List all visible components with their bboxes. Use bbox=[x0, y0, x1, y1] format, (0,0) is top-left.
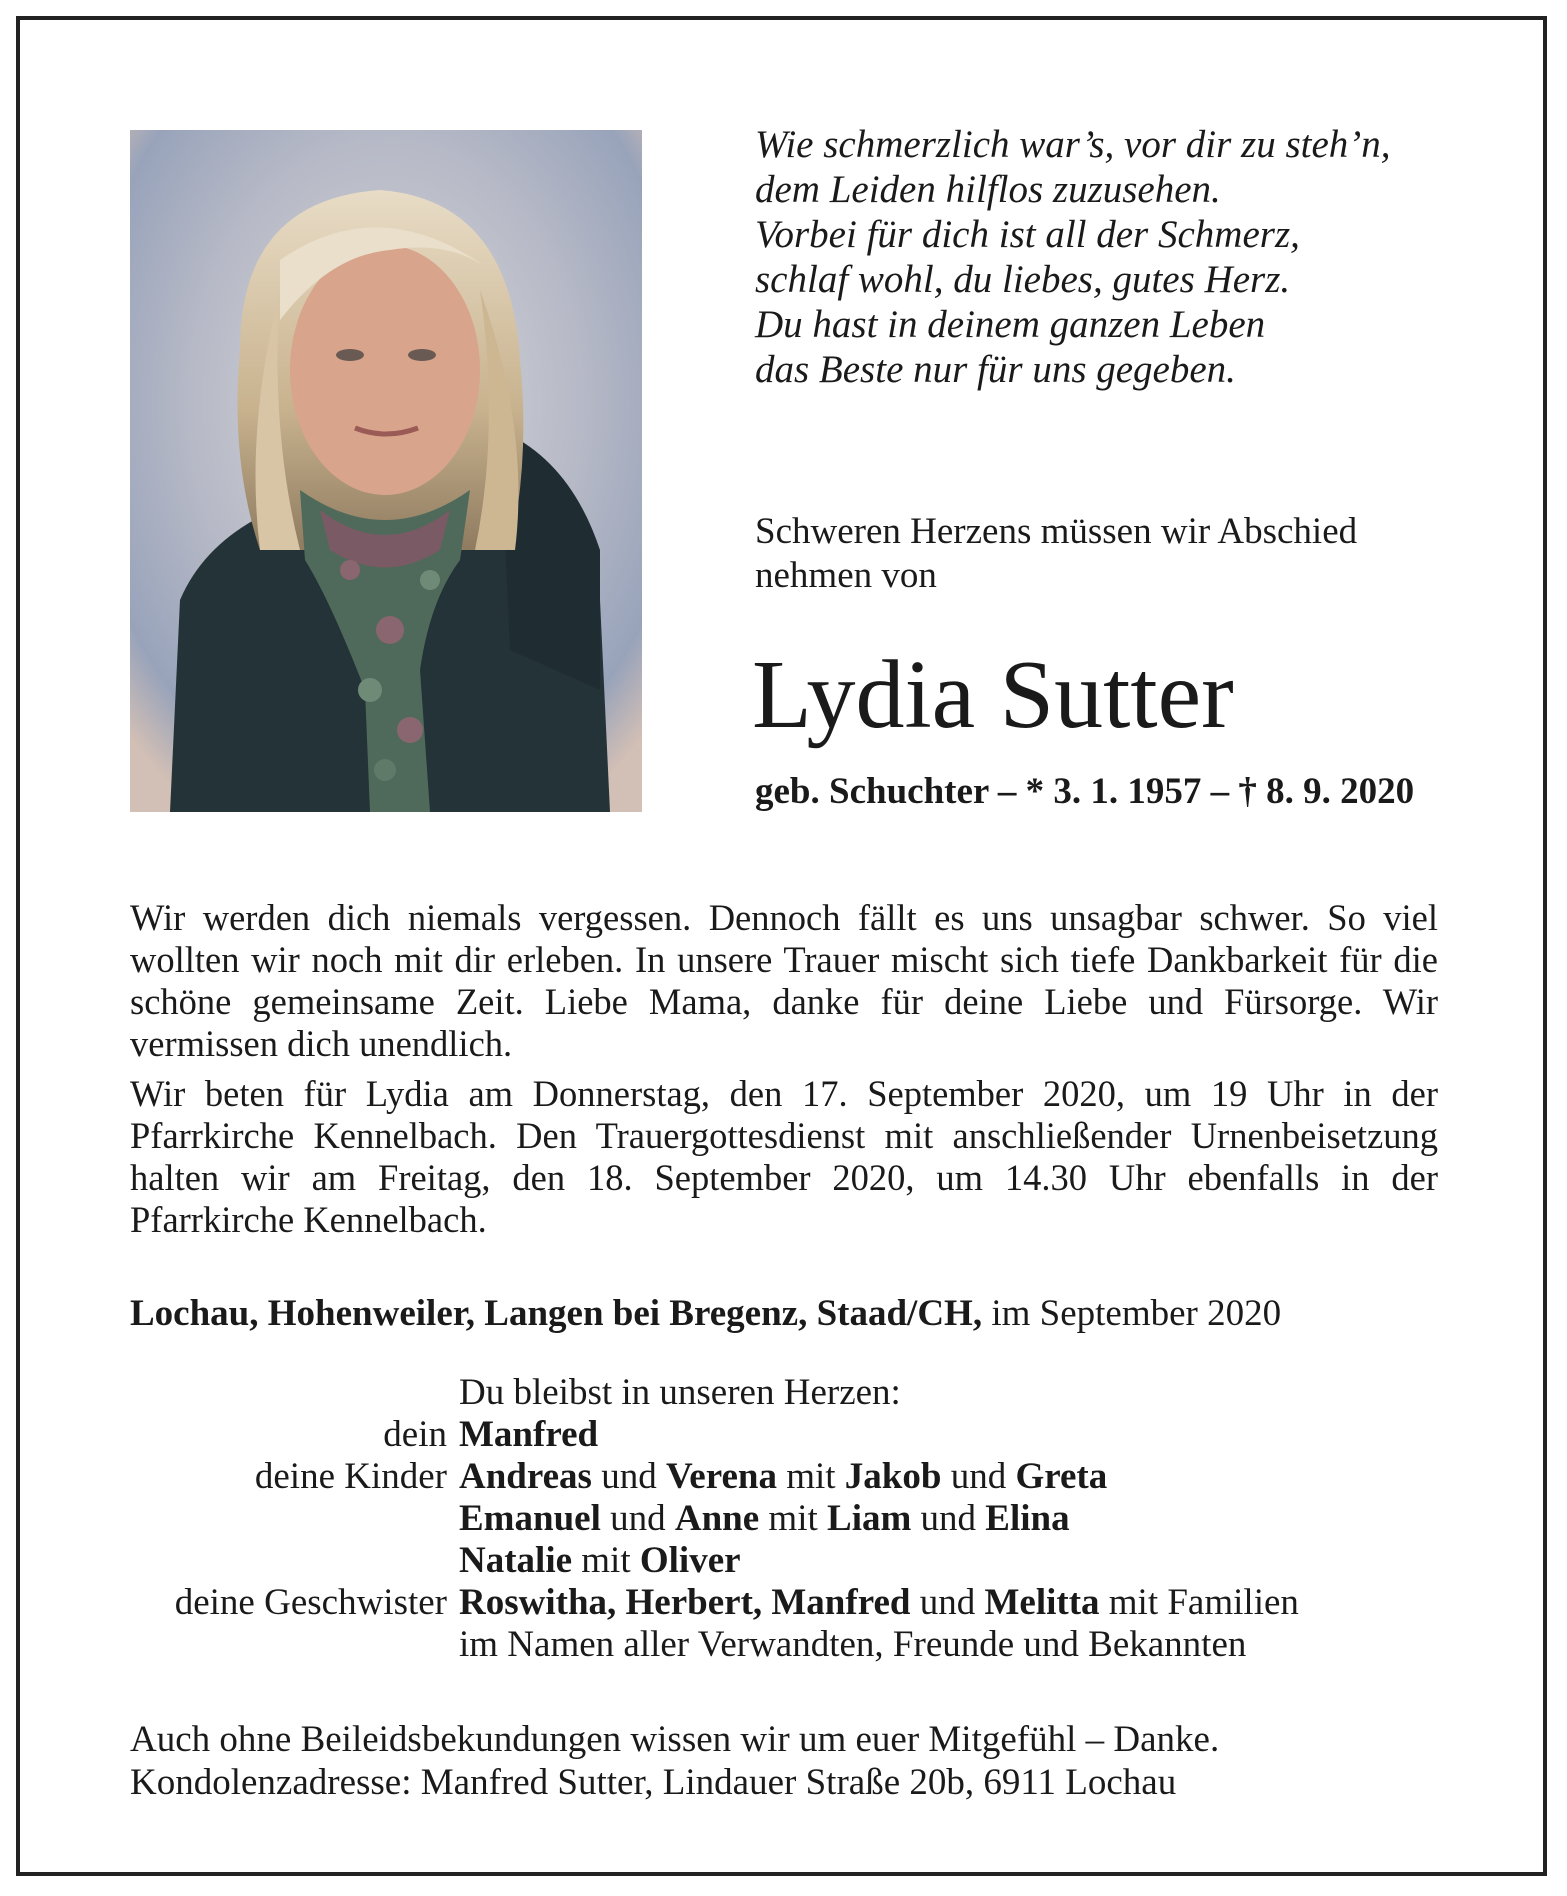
family-connector: und bbox=[600, 1498, 675, 1539]
family-member-name: Jakob bbox=[844, 1456, 942, 1497]
family-list bbox=[130, 1372, 1438, 1666]
intro-text bbox=[755, 510, 1475, 598]
intro-line: nehmen von bbox=[755, 555, 937, 596]
condolence-address: Kondolenzadresse: Manfred Sutter, Lindauer Straße 20b, 6911 Lochau bbox=[130, 1762, 1177, 1803]
family-relation bbox=[130, 1540, 459, 1582]
closing-text bbox=[130, 1718, 1438, 1804]
places-line bbox=[130, 1292, 1438, 1336]
family-members bbox=[459, 1582, 1438, 1624]
family-connector: mit bbox=[776, 1456, 845, 1497]
family-connector: und bbox=[591, 1456, 666, 1497]
family-member-name: Emanuel bbox=[459, 1498, 601, 1539]
family-rows bbox=[130, 1414, 1438, 1666]
family-member-name: Elina bbox=[985, 1498, 1070, 1539]
family-connector: und bbox=[941, 1456, 1016, 1497]
family-relation: deine Geschwister bbox=[174, 1582, 447, 1623]
deceased-details: geb. Schuchter – * 3. 1. 1957 – † 8. 9. 2020 bbox=[755, 771, 1415, 812]
family-connector: im Namen aller Verwandten, Freunde und Bekannten bbox=[459, 1624, 1247, 1665]
family-member-name: Greta bbox=[1015, 1456, 1108, 1497]
deceased-name: Lydia Sutter bbox=[752, 641, 1234, 749]
family-members bbox=[459, 1456, 1438, 1498]
places-names: Lochau, Hohenweiler, Langen bei Bregenz, Staad/CH, bbox=[130, 1293, 983, 1334]
family-row bbox=[130, 1414, 1438, 1456]
family-connector: mit Familien bbox=[1099, 1582, 1299, 1623]
family-relation: deine Kinder bbox=[254, 1456, 447, 1497]
family-members bbox=[459, 1498, 1438, 1540]
portrait-photo bbox=[130, 130, 642, 812]
family-row bbox=[130, 1582, 1438, 1624]
family-member-name: Liam bbox=[827, 1498, 912, 1539]
family-member-name: Andreas bbox=[459, 1456, 592, 1497]
poem-line: Wie schmerzlich war’s, vor dir zu steh’n, bbox=[755, 123, 1391, 166]
family-member-name: Manfred bbox=[459, 1414, 599, 1455]
family-connector: mit bbox=[759, 1498, 828, 1539]
poem-line: das Beste nur für uns gegeben. bbox=[755, 348, 1236, 391]
family-member-name: Verena bbox=[665, 1456, 777, 1497]
family-row bbox=[130, 1624, 1438, 1666]
family-members bbox=[459, 1540, 1438, 1582]
family-row bbox=[130, 1456, 1438, 1498]
poem bbox=[755, 122, 1475, 392]
family-members bbox=[459, 1414, 1438, 1456]
poem-line: schlaf wohl, du liebes, gutes Herz. bbox=[755, 258, 1291, 301]
intro-line: Schweren Herzens müssen wir Abschied bbox=[755, 511, 1358, 552]
poem-line: Vorbei für dich ist all der Schmerz, bbox=[755, 213, 1300, 256]
family-relation bbox=[130, 1624, 459, 1666]
family-row bbox=[130, 1498, 1438, 1540]
family-member-name: Melitta bbox=[984, 1582, 1100, 1623]
family-member-name: Oliver bbox=[639, 1540, 741, 1581]
body-text bbox=[130, 897, 1438, 1249]
poem-line: dem Leiden hilflos zuzusehen. bbox=[755, 168, 1221, 211]
family-relation bbox=[130, 1498, 459, 1540]
portrait-illustration bbox=[130, 130, 642, 812]
family-connector: und bbox=[910, 1582, 985, 1623]
body-paragraph: Wir werden dich niemals vergessen. Dennoch fällt es uns unsagbar schwer. So viel wollten wir noch mit dir erleben. In unsere Trauer mischt sich tiefe Dankbarkeit für die schöne gemeinsame Zeit. Liebe Mama, danke für deine Liebe und Fürsorge. Wir vermissen dich unendlich. bbox=[130, 897, 1438, 1064]
places-date: im September 2020 bbox=[982, 1293, 1282, 1334]
family-relation: dein bbox=[383, 1414, 447, 1455]
family-members bbox=[459, 1624, 1438, 1666]
family-member-name: Natalie bbox=[459, 1540, 573, 1581]
closing-line: Auch ohne Beileidsbekundungen wissen wir um euer Mitgefühl – Danke. bbox=[130, 1719, 1220, 1760]
family-heading: Du bleibst in unseren Herzen: bbox=[459, 1372, 901, 1413]
family-row bbox=[130, 1540, 1438, 1582]
family-connector: mit bbox=[572, 1540, 640, 1581]
family-member-name: Roswitha, Herbert, Manfred bbox=[459, 1582, 911, 1623]
family-connector: und bbox=[911, 1498, 986, 1539]
family-member-name: Anne bbox=[674, 1498, 760, 1539]
body-paragraph: Wir beten für Lydia am Donnerstag, den 17. September 2020, um 19 Uhr in der Pfarrkirche Kennelbach. Den Trauergottesdienst mit anschließender Urnenbeisetzung halten wir am Freitag, den 18. September 2020, um 14.30 Uhr ebenfalls in der Pfarrkirche Kennelbach. bbox=[130, 1073, 1438, 1240]
poem-line: Du hast in deinem ganzen Leben bbox=[755, 303, 1266, 346]
